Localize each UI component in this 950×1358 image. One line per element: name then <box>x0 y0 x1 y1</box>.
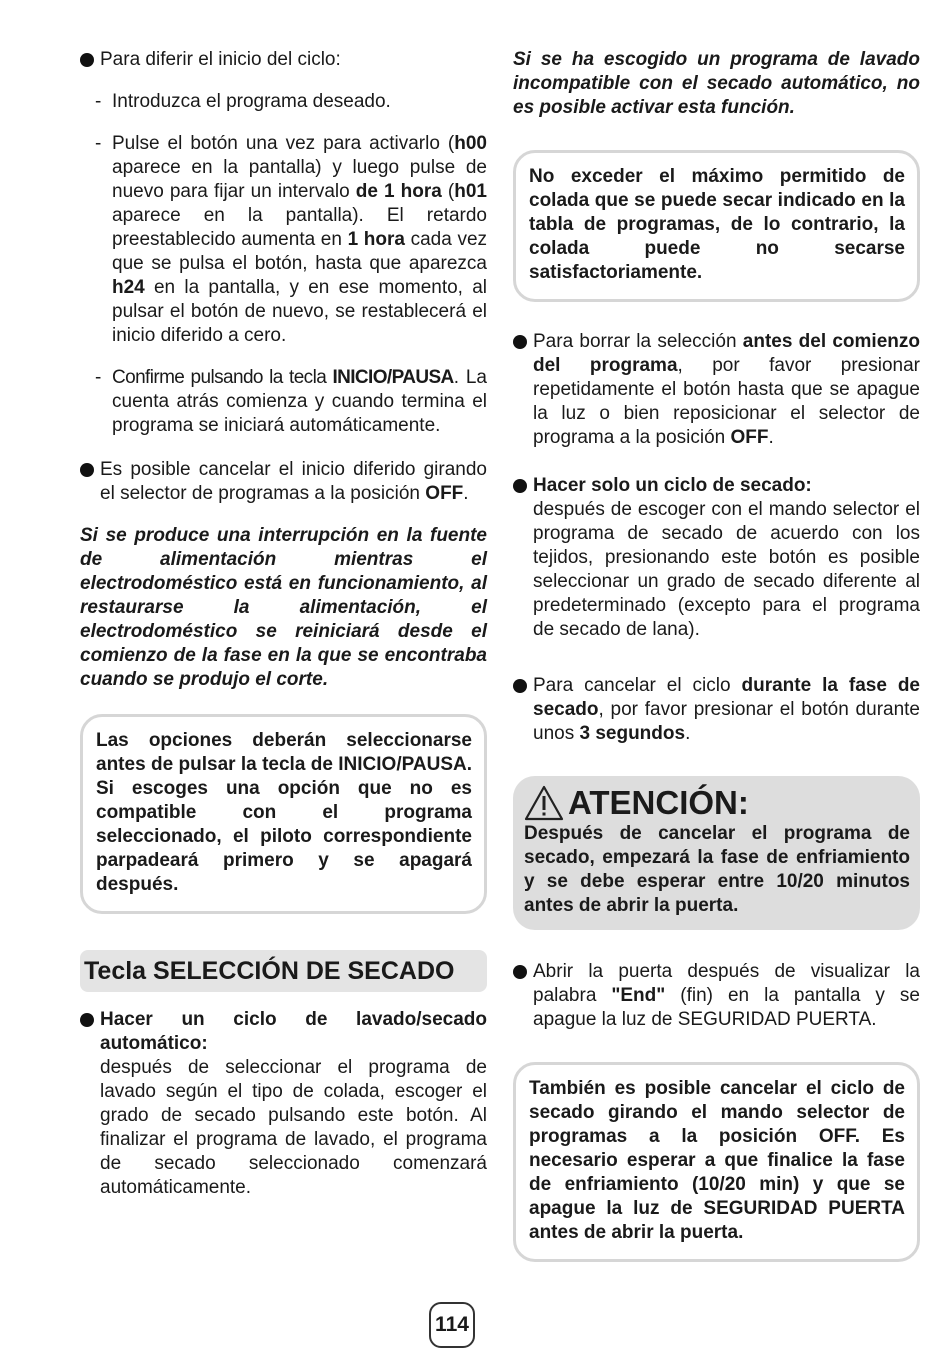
text-run: . <box>768 427 774 448</box>
text-run: aparece en la pantalla). El retardo preestablecido aumenta en <box>112 205 487 250</box>
max-load-notice-box: No exceder el máximo permitido de colada que se puede secar indicado en la tabla de programas, de lo contrario, la colada puede no secarse satisfactoriamente. <box>513 150 920 302</box>
bullet-dot-icon <box>513 679 527 693</box>
bullet-dot-icon <box>513 479 527 493</box>
bullet-wash-dry-cycle <box>80 1008 487 1200</box>
bullet-delay-start <box>80 48 487 72</box>
text-run: ( <box>441 181 455 202</box>
emph-1-hora: 1 hora <box>347 229 405 250</box>
section-title-drying-selection: Tecla SELECCIÓN DE SECADO <box>80 950 487 992</box>
code-h01: h01 <box>454 181 487 202</box>
bullet-dot-icon <box>80 463 94 477</box>
code-h00: h00 <box>454 133 487 154</box>
text-run: Es posible cancelar el inicio diferido girando el selector de programas a la posición <box>100 459 487 504</box>
warning-title: ATENCIÓN: <box>568 784 749 821</box>
bullet-dot-icon <box>80 1013 94 1027</box>
bullet-wash-dry-body: después de seleccionar el programa de lavado según el tipo de colada, escoger el grado de secado pulsando este botón. Al finalizar el programa de lavado, el programa de secado seleccionado comenzará automáticamente. <box>100 1057 487 1198</box>
bullet-dot-icon <box>513 335 527 349</box>
power-interruption-note: Si se produce una interrupción en la fuente de alimentación mientras el electrodoméstico está en funcionamiento, al restaurarse la alimentación, el electrodoméstico se reiniciará desde el comienzo de la fase en la que se encontraba cuando se produjo el corte. <box>80 525 487 690</box>
text-run: Pulse el botón una vez para activarlo ( <box>112 133 455 154</box>
text-run: Para borrar la selección <box>533 331 743 352</box>
text-run: en la pantalla, y en ese momento, al pulsar el botón de nuevo, se restablecerá el inicio diferido a cero. <box>112 277 487 346</box>
dash-mark: - <box>95 91 102 112</box>
bullet-cancel-delay <box>80 458 487 506</box>
text-run: aparece en la pantalla) y luego pulse de nuevo para fijar un intervalo <box>112 157 487 202</box>
text-run: Abrir la puerta después de visualizar la palabra <box>533 961 920 1006</box>
code-h24: h24 <box>112 277 145 298</box>
emph-drying-phase: durante la fase de secado <box>533 675 920 720</box>
bullet-dot-icon <box>80 53 94 67</box>
emph-inicio-pausa: INICIO/PAUSA <box>332 367 454 388</box>
incompatible-program-note: Si se ha escogido un programa de lavado incompatible con el secado automático, no es posible activar esta función. <box>513 49 920 118</box>
step-select-program-text: Introduzca el programa deseado. <box>112 91 391 112</box>
text-run: . <box>463 483 469 504</box>
dash-mark: - <box>95 367 102 388</box>
left-column <box>80 48 487 1200</box>
bullet-dry-only-body: después de escoger con el mando selector el programa de secado de acuerdo con los tejidos, presionando este botón es posible seleccionar un grado de secado diferente al predeterminado (excepto para el programa de secado de lana). <box>533 499 920 640</box>
text-run: (fin) en la pantalla y se apague la luz de SEGURIDAD PUERTA. <box>533 985 920 1030</box>
emph-end: "End" <box>611 985 666 1006</box>
page-number: 114 <box>429 1302 475 1348</box>
options-notice-box: Las opciones deberán seleccionarse antes de pulsar la tecla de INICIO/PAUSA. Si escoges una opción que no es compatible con el programa seleccionado, el piloto correspondiente parpadeará primero y se apagará después. <box>80 714 487 914</box>
bullet-dry-only-cycle <box>513 474 920 642</box>
warning-triangle-icon <box>524 785 564 821</box>
text-run: Para cancelar el ciclo <box>533 675 742 696</box>
bullet-clear-selection <box>513 330 920 450</box>
emph-3-seconds: 3 segundos <box>579 723 686 744</box>
emph-off: OFF <box>730 427 769 448</box>
bullet-delay-start-text: Para diferir el inicio del ciclo: <box>100 49 341 70</box>
bullet-wash-dry-title: Hacer un ciclo de lavado/secado automático: <box>100 1009 487 1054</box>
text-run: , por favor presionar repetidamente el botón hasta que se apague la luz o bien reposicionar el selector de programa a la posición <box>533 355 920 448</box>
warning-header <box>524 784 910 822</box>
dash-mark: - <box>95 133 102 154</box>
step-confirm <box>80 366 487 438</box>
text-run: Confirme pulsando la tecla <box>112 367 333 388</box>
bullet-dot-icon <box>513 965 527 979</box>
step-select-program <box>80 90 487 114</box>
cancel-off-notice-box: También es posible cancelar el ciclo de secado girando el mando selector de programas a la posición OFF. Es necesario esperar a que finalice la fase de enfriamiento (10/20 min) y que se apague la luz de SEGURIDAD PUERTA antes de abrir la puerta. <box>513 1062 920 1262</box>
warning-body: Después de cancelar el programa de secado, empezará la fase de enfriamiento y se debe esperar entre 10/20 minutos antes de abrir la puerta. <box>524 823 910 916</box>
bullet-cancel-drying <box>513 674 920 746</box>
text-run: cada vez que se pulsa el botón, hasta que aparezca <box>112 229 488 274</box>
warning-box <box>513 776 920 930</box>
emph-1-hora: de 1 hora <box>355 181 442 202</box>
bullet-open-door <box>513 960 920 1032</box>
text-run: . La cuenta atrás comienza y cuando termina el programa se iniciará automáticamente. <box>112 367 487 436</box>
text-run: , por favor presionar el botón durante unos <box>533 699 920 744</box>
text-run: . <box>685 723 691 744</box>
emph-off: OFF <box>425 483 464 504</box>
step-press-button <box>80 132 487 348</box>
emph-before-start: antes del comienzo del programa <box>533 331 920 376</box>
bullet-dry-only-title: Hacer solo un ciclo de secado: <box>533 475 812 496</box>
right-column <box>513 48 920 1262</box>
